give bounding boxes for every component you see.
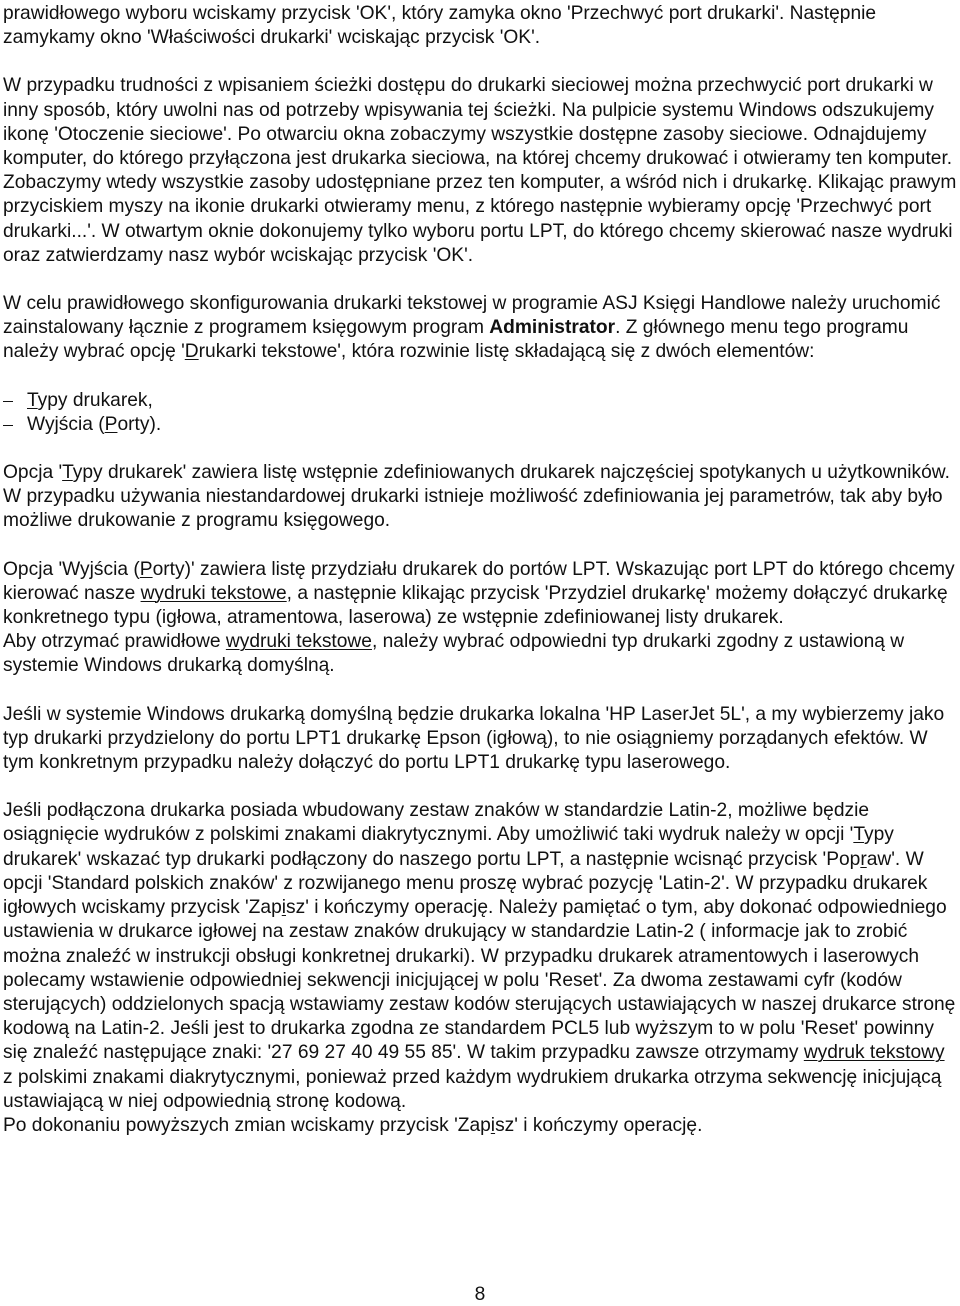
paragraph-6 <box>3 630 958 678</box>
hotkey-letter-r: r <box>860 848 867 870</box>
list-item-outputs-label-c: orty). <box>117 413 162 435</box>
paragraph-5-text-e: , a następnie klikając przycisk 'Przydziel drukarkę' możemy dołączyć drukarkę konkretnego typu (igłowa, atramentowa, laserowa) ze wstępnie zdefiniowanej listy drukarek. <box>3 582 948 629</box>
paragraph-7 <box>3 703 958 776</box>
paragraph-2 <box>3 74 958 268</box>
paragraph-4 <box>3 461 958 534</box>
document-page <box>3 0 958 1138</box>
paragraph-8-text-e: aw'. W opcji 'Standard polskich znaków' z rozwijanego menu proszę wybrać pozycję 'Latin-2'. W przypadku drukarek igłowych wciskamy przycisk 'Zap <box>3 848 928 919</box>
list-item-printer-types <box>3 389 958 413</box>
dash-bullet-icon <box>3 401 13 402</box>
hotkey-letter-d: D <box>184 341 199 363</box>
page-number: 8 <box>474 1284 486 1305</box>
term-text-printouts: wydruki tekstowe <box>140 582 287 604</box>
paragraph-3-text-e: rukarki tekstowe', która rozwinie listę składającą się z dwóch elementów: <box>198 341 815 363</box>
term-text-printouts: wydruki tekstowe <box>225 631 372 653</box>
paragraph-3-text-c: . Z głównego menu tego programu należy wybrać opcję ' <box>3 317 909 363</box>
paragraph-8 <box>3 799 958 1114</box>
paragraph-5-text-a: Opcja 'Wyjścia ( <box>3 558 140 580</box>
paragraph-1 <box>3 2 958 50</box>
paragraph-1-text: prawidłowego wyboru wciskamy przycisk 'OK', który zamyka okno 'Przechwyć port drukarki'. Następnie zamykamy okno 'Właściwości drukarki' wciskając przycisk 'OK'. <box>3 3 877 49</box>
paragraph-5-text-c: orty)' zawiera listę przydziału drukarek do portów LPT. Wskazując port LPT do którego chcemy kierować nasze <box>3 558 955 604</box>
paragraph-8-text-i: z polskimi znakami diakrytycznymi, ponieważ przed każdym wydrukiem drukarka otrzyma sekwencję inicjującą ustawiającą w niej odpowiednią stronę kodową. <box>3 1066 942 1112</box>
paragraph-8-text-a: Jeśli podłączona drukarka posiada wbudowany zestaw znaków w standardzie Latin-2, możliwe będzie osiągnięcie wydruków z polskimi znakami diakrytycznymi. Aby umożliwić taki wydruk należy w opcji ' <box>3 800 870 846</box>
paragraph-7-text: Jeśli w systemie Windows drukarką domyślną będzie drukarka lokalna 'HP LaserJet 5L', a my wybierzemy jako typ drukarki przydzielony do portu LPT1 drukarkę Epson (igłową), to nie osiągniemy porządanych efektów. W tym konkretnym przypadku należy dołączyć do portu LPT1 drukarkę typu laserowego. <box>3 703 945 774</box>
hotkey-letter-i: i <box>281 897 287 919</box>
list-item-printer-types-label: ypy drukarek, <box>37 389 153 411</box>
hotkey-letter-t: T <box>853 824 865 846</box>
list-item-outputs-ports <box>3 413 958 437</box>
list-item-outputs-label-a: Wyjścia ( <box>27 413 105 435</box>
paragraph-8-text-c: ypy drukarek' wskazać typ drukarki podłączony do naszego portu LPT, a następnie wcisnąć przycisk 'Pop <box>3 824 894 870</box>
hotkey-letter-t: T <box>27 389 38 411</box>
paragraph-9 <box>3 1114 958 1138</box>
paragraph-6-text-a: Aby otrzymać prawidłowe <box>3 631 226 653</box>
paragraph-4-text-a: Opcja ' <box>3 462 63 484</box>
paragraph-9-text-a: Po dokonaniu powyższych zmian wciskamy przycisk 'Zap <box>3 1114 491 1136</box>
paragraph-8-text-g: sz' i kończymy operację. Należy pamiętać o tym, aby dokonać odpowiedniego ustawienia w drukarce igłowej na zestaw znaków drukujący w standardzie Latin-2 ( informacje jak to zrobić można znaleźć w instrukcji obsługi konkretnej drukarki). W przypadku drukarek atramentowych i laserowych polecamy wstawienie odpowiedniej sekwencji inicjującej w polu 'Reset'. Za dwoma zestawami cyfr (kodów sterujących) oddzielonych spacją wstawiamy zestaw kodów sterujących ustawiających w naszej drukarce stronę kodową na Latin-2. Jeśli jest to drukarka zgodna ze standardem PCL5 lub wyższym to w polu 'Reset' powinny się znaleźć następujące znaki: '27 69 27 40 49 55 85'. W takim przypadku zawsze otrzymamy <box>3 897 956 1064</box>
paragraph-6-text-c: , należy wybrać odpowiedni typ drukarki zgodny z ustawioną w systemie Windows drukarką domyślną. <box>3 631 905 677</box>
program-name-administrator: Administrator <box>489 317 616 339</box>
hotkey-letter-i: i <box>490 1114 496 1136</box>
paragraph-3-text-a: W celu prawidłowego skonfigurowania drukarki tekstowej w programie ASJ Księgi Handlowe należy uruchomić zainstalowany łącznie z programem księgowym program <box>3 293 941 339</box>
paragraph-5 <box>3 558 958 631</box>
hotkey-letter-p: P <box>139 558 153 580</box>
paragraph-2-text: W przypadku trudności z wpisaniem ścieżki dostępu do drukarki sieciowej można przechwycić port drukarki w inny sposób, który uwolni nas od potrzeby wpisywania tej ścieżki. Na pulpicie systemu Windows odszukujemy ikonę 'Otoczenie sieciowe'. Po otwarciu okna zobaczymy wszystkie dostępne zasoby sieciowe. Odnajdujemy komputer, do którego przyłączona jest drukarka sieciowa, na której chcemy drukować i otwieramy ten komputer. Zobaczymy wtedy wszystkie zasoby udostępniane przez ten komputer, a wśród nich i drukarkę. Klikając prawym przyciskiem myszy na ikonie drukarki otwieramy menu, z którego następnie wybieramy opcję 'Przechwyć port drukarki...'. W otwartym oknie dokonujemy tylko wyboru portu LPT, do którego chcemy skierować nasze wydruki oraz zatwierdzamy nasz wybór wciskając przycisk 'OK'. <box>3 75 957 266</box>
dash-bullet-icon <box>3 425 13 426</box>
hotkey-letter-t: T <box>62 462 73 484</box>
paragraph-3 <box>3 292 958 365</box>
paragraph-9-text-c: sz' i kończymy operację. <box>495 1114 703 1136</box>
hotkey-letter-p: P <box>104 413 118 435</box>
paragraph-4-text-c: ypy drukarek' zawiera listę wstępnie zdefiniowanych drukarek najczęściej spotykanych u użytkowników. W przypadku używania niestandardowej drukarki istnieje możliwość zdefiniowania jej parametrów, tak aby było możliwe drukowanie z programu księgowego. <box>3 462 950 532</box>
term-text-printout: wydruk tekstowy <box>803 1042 945 1064</box>
